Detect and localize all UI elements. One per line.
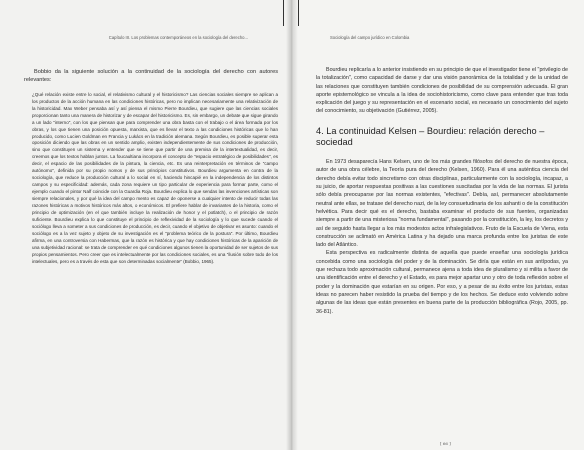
intro-paragraph: Bobbio da la siguiente solución a la continuidad de la sociología del derecho con autores relevantes: <box>24 69 278 84</box>
right-page <box>292 0 584 450</box>
header-rule <box>298 0 299 26</box>
block-quote: ¿Qué relación existe entre lo social, el relativismo cultural y el historicismo? Las ciencias sociales siempre se aplican a los productos de la acción humana en las condiciones históricas, pero no implican necesariamente una relativización de la historicidad. Max Weber pensaba así y así piensa el mismo Pierre Bourdieu, que sugiere que las ciencias sociales proporcionan tanto una manera de historizar y de escapar del historicismo. Es, sin embargo, un debate que sigue girando a un lado "interno", con los que piensan que para comprender una obra basta con el trabajo o el área formada por los obras, y los que tienen una posición opuesta, marxista, que es llevar el texto a las condiciones históricas que lo han producido, como Lucien Goldman en Francia y Lukács en la tradición alemana. Según Bourdieu, es posible superar esta oposición diciendo que las obras en un sentido amplio, existen independientemente de sus condiciones de producción, sino que constituyen un sistema y entender que se tiene que partir de una premisa de la intertextualidad, es decir, creemos que los textos hablan juntos. La foucaultiana incorpora el concepto de "espacio estratégico de posibilidades", es decir, el espacio de las posibilidades de la pintura, la ciencia, etc. Es una reinterpretación en términos de "campo autónomo", definida por su propio nomos y de sus principios constitutivos. Bourdieu argumenta en contra de la sociología, que reduce la producción cultural a lo social en sí, haciendo hincapié en la independencia de los distintos campos y su especificidad: además, cada zona requiere un tipo particular de experiencia para formar parte, como el ejemplo cuando el pintor Nalf coincide con la Guardia Roja. Bourdieu explica lo que sendas las invenciones artísticas son siempre relacionales, y por qué la idea del campo mento es capaz de oponerse a cualquier intento de reducir todas las razones históricas a motivos históricos más altos, o económicos. El prefiere hablar de invariantes de la historia, como el principio de optimización (en el que también incluye la realización de honor y el potlatch), o el principio de razón suficiente. Bourdieu explica lo que constituye el principio de reflexividad de la sociología y lo que sucede cuando el sociólogo lleva a someter a sus condiciones de producción, es decir, cuando el objetivo de objetivar es asunto: cuando el sociólogo es a la vez sujeto y objeto de su investigación es el "problema teórico de la postura". Por último, Bourdieu afirma, en una controversia con Habermas, que la razón es histórica y que hay condiciones históricas de la aparición de una subjetividad racional: se trata de comprender en qué condiciones algunos tienen la oportunidad de ser sujetos de sus propios pensamientos. Pero creer que es intelectualmente por las condiciones sociales, es una "ilusión sobre todo de los intelectuales, pero es a través de esta que son determinadas socialmente" (Bobbio, 1965). <box>32 91 278 264</box>
body-paragraph: En 1973 desaparecía Hans Kelsen, uno de los más grandes filósofos del derecho de nuestra época, autor de una obra célebre, la Teoría pura del derecho (Kelsen, 1960). Para él una auténtica ciencia del derecho debía evitar todo sincretismo con otras disciplinas, particularmente con la sociología, incapaz, a su juicio, de aportar respuestas positivas a las cuestiones suscitadas por la vida de las normas. El jurista sólo debía preocuparse por las normas existentes, "efectivas". Debía, así, permanecer absolutamente neutral ante ellas, se tratase del derecho nazi, de la ley consuetudinaria de los ashanti o de la constitución helvética. Para decir qué es el derecho, bastaba examinar el producto de sus fuentes, organizadas siempre a partir de una misteriosa "norma fundamental", pasando por la constitución, la ley, los decretos y así de seguido hasta llegar a los más modestos actos infralegislativos. Fruto de la Escuela de Viena, esta construcción se aclimató en América Latina y ha dejado una marca profunda entre los juristas de este lado del Atlántico. <box>316 159 568 249</box>
book-gutter <box>286 0 298 450</box>
page-number: [ 66 ] <box>440 441 451 446</box>
running-header: Sociología del campo jurídico en Colombia <box>330 35 410 40</box>
running-header: Capítulo III. Los problemas contemporáneos en la sociología del derecho... <box>108 35 248 40</box>
section-heading: 4. La continuidad Kelsen – Bourdieu: relación derecho – sociedad <box>316 125 545 147</box>
body-paragraph: Esta perspectiva es radicalmente distinta de aquella que puede enseñar una sociología jurídica concebida como una sociología del poder y de la dominación. Se diría que están en sus antípodas, ya que rechaza todo aproximación cultural, permanece ajena a toda idea de pluralismo y si milita a favor de una identificación entre el derecho y el Estado, es para mejor apartar uno y otro de toda reflexión sobre el poder y la dominación que estarían en su origen. Por eso, y a pesar de su éxito entre los juristas, estas ideas no parecen haber resistido la prueba del tiempo y de los hechos. Se deduce esto volviendo sobre algunas de las ideas que están presentes en buena parte de la producción bibliográfica (Rojo, 2005, pp. 36-81). <box>316 250 568 315</box>
right-text-block <box>316 66 568 316</box>
body-paragraph: Bourdieu replicaría a lo anterior insistiendo en su principio de que el investigador tiene el "privilegio de la totalización", como capacidad de darse y dar una visión panorámica de la totalidad y de la unidad de las relaciones que constituyen también condiciones de posibilidad de su comprensión adecuada. El gran aporte epistemológico se vincula a la idea de sociohistoricismo, como clave para entender que tras toda explicación del juego y su representación en el escenario social, es necesario un conocimiento del sujeto del conocimiento, su objetivación (Gutiérrez, 2005). <box>316 67 568 115</box>
header-rule <box>283 0 284 26</box>
left-text-block <box>24 68 278 266</box>
